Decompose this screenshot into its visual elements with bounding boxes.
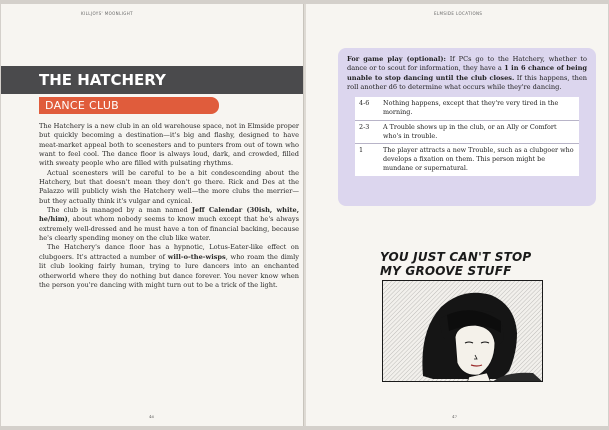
sidebar-lead: For game play (optional): [347, 55, 446, 63]
right-page [306, 4, 608, 426]
roll-result: The player attracts a new Trouble, such as a clubgoer who develops a fixation on them. This person might be mundane or supernatural. [383, 146, 574, 173]
table-row [355, 120, 579, 143]
paragraph-4 [39, 243, 299, 290]
subtitle-bar [39, 97, 219, 114]
sidebar-chance: 1 in 6 chance of being unable to stop dancing until the club closes. [347, 64, 587, 82]
table-row [355, 97, 579, 120]
page-title: THE HATCHERY [39, 71, 166, 89]
left-running-head: KILLJOYS' MOONLIGHT [81, 11, 134, 16]
sidebar-text-b: If this happens, then roll another d6 to determine what occurs while they're dancing. [347, 73, 587, 91]
paragraph-3-end: , about whom nobody seems to know much except that he's always extremely well-dressed and he must have a ton of financial backing, because he's clearly spending money on the club like water. [39, 215, 299, 243]
table-row [355, 144, 579, 176]
npc-jeff-calendar: Jeff Calendar (30ish, white, he/him) [39, 206, 299, 224]
body-text [39, 122, 299, 290]
paragraph-4-end: , who roam the dimly lit club looking fairly human, trying to lure dancers into an enchanted otherworld where they do nothing but dance forever. You never know when the person you're dancing with might turn out to be a trick of the light. [39, 252, 299, 289]
woman-portrait-icon [383, 281, 543, 382]
left-page-number: 46 [149, 414, 155, 419]
roll-result: Nothing happens, except that they're very tired in the morning. [379, 97, 579, 120]
paragraph-4-start: The Hatchery's dance floor has a hypnotic, Lotus-Eater-like effect on clubgoers. It's attracted a number of [39, 243, 299, 261]
paragraph-2: Actual scenesters will be careful to be a bit condescending about the Hatchery, but that doesn't mean they don't go there. Rick and Des at the Palazzo will publicly wish the Hatchery well—the more clubs the merrier—but they actually think it's vulgar and cynical. [39, 168, 299, 205]
right-running-head: ELMSIDE LOCATIONS [434, 11, 483, 16]
paragraph-3-start: The club is managed by a man named [47, 206, 192, 215]
sidebar-text-a: If PCs go to the Hatchery, whether to dance or to scout for information, they have a [347, 55, 588, 73]
roll-value: 1 [359, 146, 364, 154]
sidebar-text [347, 55, 587, 92]
caption-line-2: MY GROOVE STUFF [380, 264, 512, 278]
paragraph-1: The Hatchery is a new club in an old warehouse space, not in Elmside proper but quickly becoming a destination—it's big and flashy, designed to have meat-market appeal both to scenesters and to punters from out of town who want to feel cool. The dance floor is always loud, dark, and crowded, filled with sweaty people who are filled with pulsating rhythms. [39, 122, 299, 168]
roll-value: 2-3 [355, 120, 379, 143]
title-bar [1, 66, 304, 94]
flapper-illustration [382, 280, 543, 382]
page-subtitle: DANCE CLUB [45, 99, 120, 112]
game-play-sidebar [338, 48, 596, 206]
right-page-number: 47 [452, 414, 458, 419]
left-page [1, 4, 304, 426]
caption-line-1: YOU JUST CAN'T STOP [380, 250, 532, 264]
roll-table [355, 97, 579, 175]
creature-will-o-the-wisps: will-o-the-wisps [167, 252, 226, 261]
paragraph-3 [39, 206, 299, 243]
roll-value: 4-6 [355, 97, 379, 120]
illustration-caption [380, 250, 590, 278]
roll-result: A Trouble shows up in the club, or an Ally or Comfort who's in trouble. [379, 120, 579, 143]
